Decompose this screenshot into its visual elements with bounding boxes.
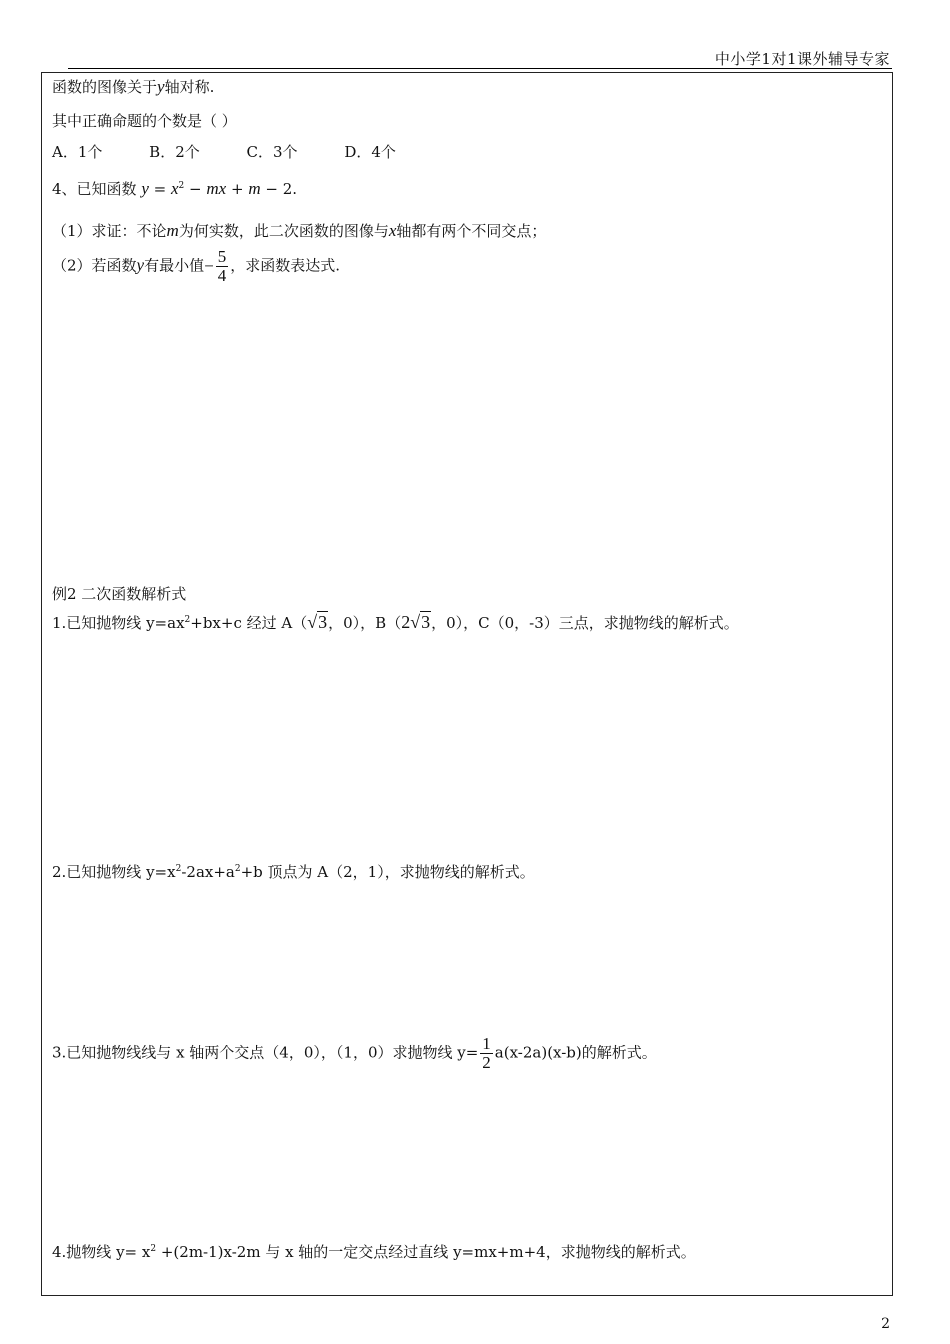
sqrt-radicand: 3	[318, 612, 328, 632]
fraction-five-fourths	[216, 248, 229, 285]
sqrt-three: √3	[307, 612, 328, 632]
q3-line1-var: y	[157, 77, 165, 96]
part2-minus: −	[204, 256, 214, 276]
half-num: 1	[482, 1034, 491, 1053]
part1-post: 轴都有两个不同交点；	[396, 222, 547, 240]
example2-p2	[52, 861, 535, 882]
p3-post: a(x-2a)(x-b)的解析式。	[494, 1043, 657, 1062]
p2-mid: -2ax+a	[181, 863, 235, 881]
choice-a: A．1个	[52, 143, 103, 161]
choice-c: C．3个	[246, 143, 298, 161]
q4-stem	[52, 178, 297, 199]
q3-line2: 其中正确命题的个数是（ ）	[52, 112, 237, 130]
header-rule	[68, 68, 892, 69]
q4-part2	[52, 248, 340, 285]
page-number: 2	[881, 1316, 890, 1332]
fraction-one-half	[480, 1035, 493, 1072]
p4-post: +(2m-1)x-2m 与 x 轴的一定交点经过直线 y=mx+m+4，求抛物线的解析式。	[156, 1243, 696, 1261]
formula-rest3: − 2	[260, 180, 293, 198]
q4-part1	[52, 220, 546, 241]
formula-rest2: +	[226, 180, 249, 198]
q4-stem-pre: 4、已知函数	[52, 180, 137, 198]
two-sqrt-three: 2√3	[401, 612, 431, 632]
half-den: 2	[482, 1052, 491, 1072]
p1-post: ，0），C（0，-3）三点，求抛物线的解析式。	[431, 614, 739, 632]
p1-mid2: ，0），B（	[328, 614, 402, 632]
example2-title: 例2 二次函数解析式	[52, 585, 187, 603]
p2-post: +b 顶点为 A（2，1），求抛物线的解析式。	[240, 863, 535, 881]
q3-line1-pre: 函数的图像关于	[52, 78, 158, 96]
formula-eq: =	[148, 180, 171, 198]
part2-post: ，求函数表达式.	[230, 256, 340, 275]
frac-num: 5	[217, 247, 227, 266]
q3-choices	[52, 141, 438, 162]
q3-line1	[52, 76, 214, 97]
part2-pre: （2）若函数	[52, 256, 137, 275]
part2-mid: 有最小值	[144, 256, 205, 275]
q3-line1-post: 轴对称.	[164, 78, 215, 96]
formula-rest1: −	[184, 180, 207, 198]
header-title: 中小学1对1课外辅导专家	[714, 50, 890, 68]
part1-x: x	[388, 221, 397, 240]
part1-m: m	[166, 221, 179, 240]
formula-y: y	[141, 179, 149, 198]
p2-exp2: 2	[234, 864, 241, 874]
p1-pre: 1.已知抛物线 y=ax	[52, 614, 185, 632]
sqrt-coef: 2	[401, 612, 411, 632]
p4-pre: 4.抛物线 y= x	[52, 1243, 151, 1261]
frac-den: 4	[217, 265, 227, 285]
p1-mid1: +bx+c 经过 A（	[190, 614, 308, 632]
formula-mx: mx	[206, 179, 227, 198]
formula-m: m	[248, 179, 261, 198]
choice-b: B．2个	[149, 143, 200, 161]
example2-p3	[52, 1035, 657, 1072]
p4-exp: 2	[150, 1244, 157, 1254]
example2-p4	[52, 1241, 696, 1262]
sqrt-radicand2: 3	[421, 612, 431, 632]
example2-p1	[52, 612, 739, 633]
p2-exp1: 2	[175, 864, 182, 874]
p1-exp: 2	[184, 615, 191, 625]
part1-pre: （1）求证：不论	[52, 222, 167, 240]
p2-pre: 2.已知抛物线 y=x	[52, 863, 176, 881]
q4-stem-post: .	[292, 180, 298, 198]
p3-pre: 3.已知抛物线线与 x 轴两个交点（4，0），（1，0）求抛物线 y=	[52, 1043, 479, 1062]
formula-x: x	[170, 179, 179, 198]
choice-d: D．4个	[344, 143, 396, 161]
part1-mid: 为何实数，此二次函数的图像与	[178, 222, 389, 240]
formula-exp: 2	[178, 181, 185, 191]
part2-y: y	[136, 255, 145, 275]
